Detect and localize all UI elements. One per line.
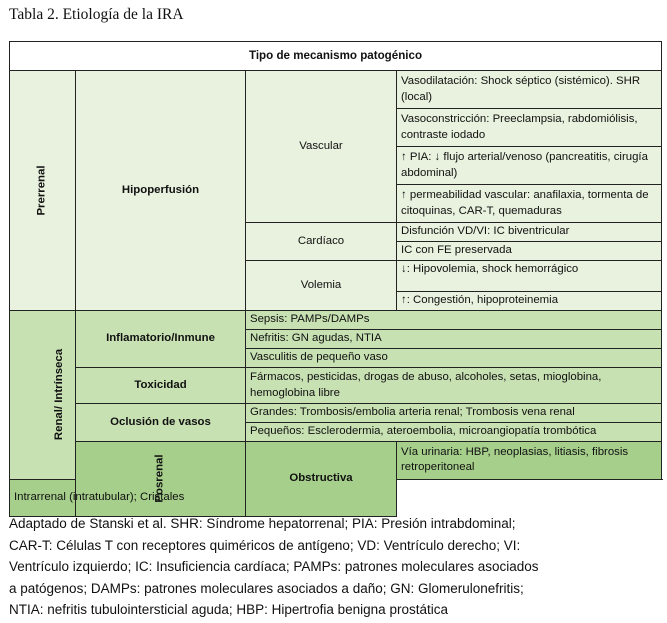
subtype-vascular: Vascular (246, 71, 397, 223)
footnote-line: Adaptado de Stanski et al. SHR: Síndrome hepatorrenal; PIA: Presión intrabdominal; (9, 516, 516, 531)
cell-inflamatorio-2: Nefritis: GN agudas, NTIA (246, 330, 662, 349)
cell-volemia-2: ↑: Congestión, hipoproteinemia (397, 292, 662, 311)
category-renal (10, 311, 76, 480)
cell-oclusion-1: Grandes: Trombosis/embolia arteria renal; Trombosis vena renal (246, 404, 662, 423)
mechanism-obstructiva: Obstructiva (246, 442, 397, 517)
cell-vascular-2: Vasoconstricción: Preeclampsia, rabdomiólisis, contraste iodado (397, 109, 662, 147)
subtype-volemia: Volemia (246, 261, 397, 311)
cell-oclusion-2: Pequeños: Esclerodermia, ateroembolia, microangiopatía trombótica (246, 423, 662, 442)
mechanism-hipoperfusion: Hipoperfusión (76, 71, 246, 311)
cell-volemia-1: ↓: Hipovolemia, shock hemorrágico (397, 261, 662, 292)
cell-vascular-3: ↑ PIA: ↓ flujo arterial/venoso (pancreatitis, cirugía abdominal) (397, 147, 662, 185)
cell-vascular-1: Vasodilatación: Shock séptico (sistémico). SHR (local) (397, 71, 662, 109)
cell-inflamatorio-3: Vasculitis de pequeño vaso (246, 349, 662, 368)
cell-cardiaco-1: Disfunción VD/VI: IC biventricular (397, 223, 662, 242)
footnote-line: Ventrículo izquierdo; IC: Insuficiencia cardíaca; PAMPs: patrones moleculares asociados (9, 559, 539, 574)
footnote-line: a patógenos; DAMPs: patrones moleculares asociados a daño; GN: Glomerulonefritis; (9, 580, 524, 596)
cell-toxicidad-1: Fármacos, pesticidas, drogas de abuso, alcoholes, setas, mioglobina, hemoglobina libre (246, 368, 662, 404)
footnote-line: CAR-T: Células T con receptores quiméricos de antígeno; VD: Ventrículo derecho; VI: (9, 537, 521, 553)
etiology-table (9, 41, 662, 517)
mechanism-toxicidad: Toxicidad (76, 368, 246, 404)
category-label: Posrenal (153, 454, 166, 504)
category-label: Prerrenal (35, 165, 48, 216)
cell-vascular-4: ↑ permeabilidad vascular: anafilaxia, tormenta de citoquinas, CAR-T, quemaduras (397, 185, 662, 223)
cell-posrenal-1: Vía urinaria: HBP, neoplasias, litiasis, fibrosis retroperitoneal (397, 442, 662, 480)
subtype-cardiaco: Cardíaco (246, 223, 397, 261)
category-prerrenal (10, 71, 76, 311)
table-header: Tipo de mecanismo patogénico (10, 42, 662, 71)
mechanism-oclusion: Oclusión de vasos (76, 404, 246, 442)
cell-inflamatorio-1: Sepsis: PAMPs/DAMPs (246, 311, 662, 330)
table-caption: Tabla 2. Etiología de la IRA (9, 6, 184, 23)
cell-cardiaco-2: IC con FE preservada (397, 242, 662, 261)
footnote-line: NTIA: nefritis tubulointersticial aguda; HBP: Hipertrofia benigna prostática (9, 602, 448, 617)
category-label: Renal/ Intrínseca (53, 349, 66, 441)
footnote (9, 513, 661, 621)
cell-posrenal-2: Intrarrenal (intratubular); Cristales (10, 479, 246, 517)
mechanism-inflamatorio: Inflamatorio/Inmune (76, 311, 246, 368)
